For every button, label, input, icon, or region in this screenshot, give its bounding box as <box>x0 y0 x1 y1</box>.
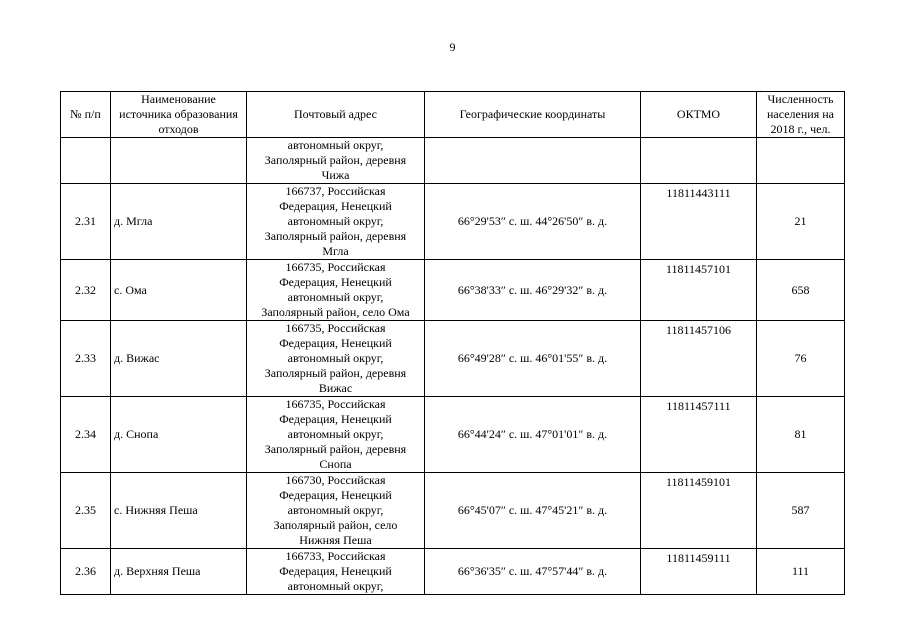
table-row <box>61 473 845 549</box>
address-line: 166735, Российская <box>285 397 386 411</box>
header-oktmo: ОКТМО <box>641 92 757 138</box>
row-population: 21 <box>757 184 845 260</box>
address-line: 166735, Российская <box>285 321 386 335</box>
table-row <box>61 138 845 184</box>
row-population <box>757 138 845 184</box>
address-line: Чижа <box>321 168 350 182</box>
row-source-name: д. Верхняя Пеша <box>111 549 247 595</box>
row-postal-address <box>247 549 425 595</box>
address-line: Федерация, Ненецкий <box>279 488 392 502</box>
row-postal-address <box>247 138 425 184</box>
address-line: автономный округ, <box>287 214 384 228</box>
row-number: 2.35 <box>61 473 111 549</box>
row-oktmo: 11811457101 <box>641 260 757 321</box>
row-source-name: д. Мгла <box>111 184 247 260</box>
settlements-table <box>60 91 845 595</box>
row-postal-address <box>247 260 425 321</box>
address-line: Федерация, Ненецкий <box>279 199 392 213</box>
row-coordinates: 66°45'07″ с. ш. 47°45'21″ в. д. <box>425 473 641 549</box>
address-line: 166735, Российская <box>285 260 386 274</box>
address-line: Федерация, Ненецкий <box>279 564 392 578</box>
address-line: автономный округ, <box>287 503 384 517</box>
row-coordinates: 66°49'28″ с. ш. 46°01'55″ в. д. <box>425 321 641 397</box>
row-oktmo: 11811457111 <box>641 397 757 473</box>
row-oktmo: 11811459111 <box>641 549 757 595</box>
address-line: Федерация, Ненецкий <box>279 412 392 426</box>
address-line: 166733, Российская <box>285 549 386 563</box>
address-line: Вижас <box>318 381 353 395</box>
address-line: Мгла <box>322 244 349 258</box>
address-line: Заполярный район, деревня <box>264 442 407 456</box>
row-number: 2.36 <box>61 549 111 595</box>
row-coordinates: 66°44'24″ с. ш. 47°01'01″ в. д. <box>425 397 641 473</box>
address-line: автономный округ, <box>287 427 384 441</box>
row-population: 76 <box>757 321 845 397</box>
header-num: № п/п <box>61 92 111 138</box>
header-postal-address: Почтовый адрес <box>247 92 425 138</box>
table-row <box>61 549 845 595</box>
row-population: 587 <box>757 473 845 549</box>
table-row <box>61 184 845 260</box>
row-oktmo: 11811443111 <box>641 184 757 260</box>
address-line: Заполярный район, село Ома <box>261 305 410 319</box>
row-postal-address <box>247 184 425 260</box>
row-coordinates: 66°36'35″ с. ш. 47°57'44″ в. д. <box>425 549 641 595</box>
row-source-name: с. Нижняя Пеша <box>111 473 247 549</box>
row-postal-address <box>247 397 425 473</box>
row-number: 2.34 <box>61 397 111 473</box>
row-oktmo: 11811457106 <box>641 321 757 397</box>
row-population: 81 <box>757 397 845 473</box>
header-source-name: Наименование источника образования отходов <box>111 92 247 138</box>
address-line: Заполярный район, деревня <box>264 366 407 380</box>
table-row <box>61 321 845 397</box>
table-body <box>61 138 845 595</box>
row-coordinates: 66°38'33″ с. ш. 46°29'32″ в. д. <box>425 260 641 321</box>
table-row <box>61 260 845 321</box>
row-number: 2.33 <box>61 321 111 397</box>
header-coordinates: Географические координаты <box>425 92 641 138</box>
row-source-name: с. Ома <box>111 260 247 321</box>
row-source-name <box>111 138 247 184</box>
page-number: 9 <box>449 40 456 54</box>
row-population: 111 <box>757 549 845 595</box>
row-coordinates: 66°29'53″ с. ш. 44°26'50″ в. д. <box>425 184 641 260</box>
row-number: 2.32 <box>61 260 111 321</box>
row-oktmo: 11811459101 <box>641 473 757 549</box>
address-line: Заполярный район, деревня <box>264 153 407 167</box>
address-line: Нижняя Пеша <box>299 533 372 547</box>
row-number: 2.31 <box>61 184 111 260</box>
header-population: Численность населения на 2018 г., чел. <box>757 92 845 138</box>
table-row <box>61 397 845 473</box>
row-source-name: д. Снопа <box>111 397 247 473</box>
row-population: 658 <box>757 260 845 321</box>
address-line: Снопа <box>319 457 352 471</box>
address-line: 166737, Российская <box>285 184 386 198</box>
address-line: автономный округ, <box>287 579 384 593</box>
address-line: автономный округ, <box>287 351 384 365</box>
address-line: Заполярный район, село <box>273 518 398 532</box>
address-line: 166730, Российская <box>285 473 386 487</box>
address-line: автономный округ, <box>287 138 384 152</box>
address-line: Федерация, Ненецкий <box>279 275 392 289</box>
address-line: Заполярный район, деревня <box>264 229 407 243</box>
address-line: автономный округ, <box>287 290 384 304</box>
row-oktmo <box>641 138 757 184</box>
row-postal-address <box>247 473 425 549</box>
row-source-name: д. Вижас <box>111 321 247 397</box>
row-postal-address <box>247 321 425 397</box>
row-number <box>61 138 111 184</box>
table-header-row <box>61 92 845 138</box>
address-line: Федерация, Ненецкий <box>279 336 392 350</box>
row-coordinates <box>425 138 641 184</box>
